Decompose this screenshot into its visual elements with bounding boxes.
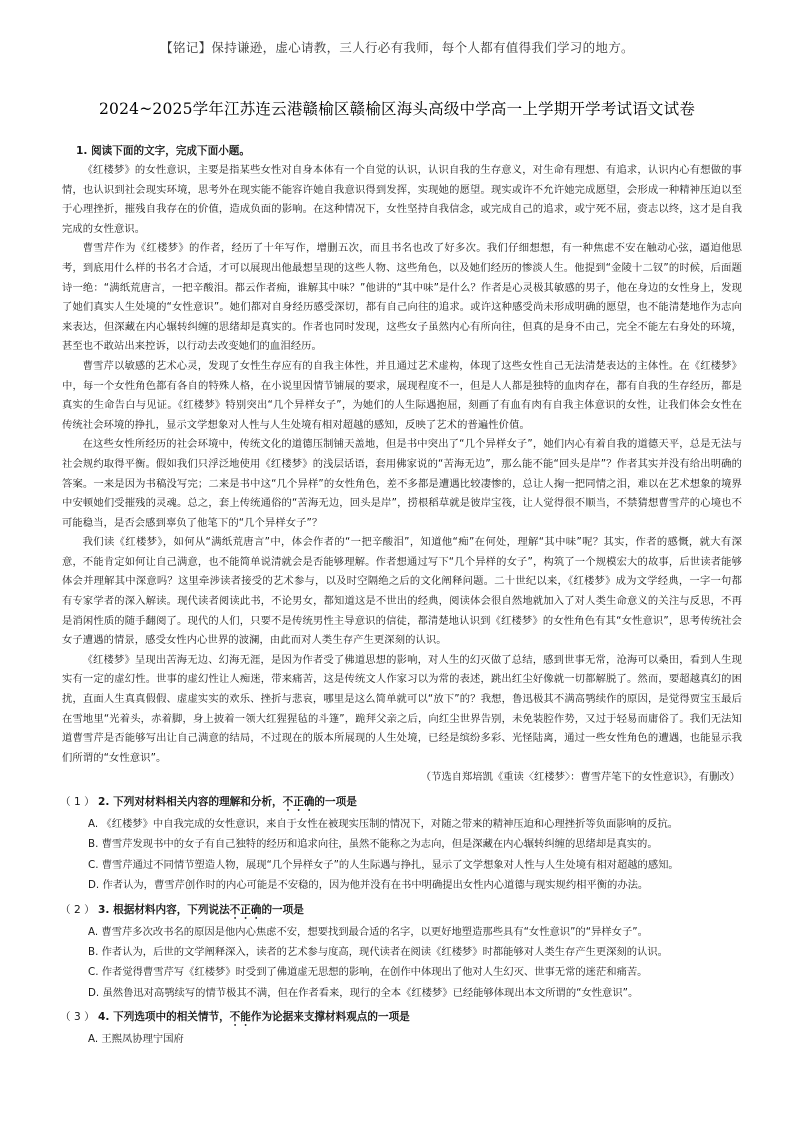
question-number: （ 3 ）	[60, 1011, 95, 1024]
sub-question-1	[62, 792, 742, 896]
passage-paragraph: 我们读《红楼梦》，如何从“满纸荒唐言”中，体会作者的“一把辛酸泪”，知道他“痴”在何处，理解“其中味”呢？其实，作者的感慨，就大有深意，不能肯定如何让自己满意，也不能简单说清就会是否能够理解。作者想通过写下“几个异样的女子”，构筑了一个规模宏大的故事，后世读者能够体会并理解其中深意吗？这里牵涉读者接受的艺术参与，以及时空隔绝之后的文化阐释问题。二十世纪以来，《红楼梦》成为文学经典，一字一句都有专家学者的深入解读。现代读者阅读此书，不论男女，都知道这是不世出的经典，阅读体会很自然地就加入了对人类生命意义的关注与反思，不再是消闲性质的随手翻阅了。现代的人们，只要不是传统男性主导意识的信徒，都清楚地认识到《红楼梦》的女性角色有其“女性意识”，思考传统社会女子遭遇的情景，感受女性内心世界的波澜，由此而对人类生存产生更深刻的认识。	[62, 536, 742, 647]
passage-paragraph: 在这些女性所经历的社会环境中，传统文化的道德压制铺天盖地，但是书中突出了“几个异样女子”，她们内心有着自我的道德天平，总是无法与社会规约取得平衡。假如我们只浮泛地使用《红楼梦》的浅层话语，套用佛家说的“苦海无边”，那么能不能“回头是岸”？作者其实并没有给出明确的答案。一来是因为书稿没写完；二来是书中这“几个异样”的女性角色，差不多都是遭遇比较凄惨的，总让人掬一把同情之泪，难以在艺术想象的境界中安顿她们受摧残的灵魂。总之，套上传统通俗的“苦海无边，回头是岸”，捞根稻草就是彼岸宝筏，让人觉得很不顺当，不禁猜想曹雪芹的心境也不可能稳当，是否会感到辜负了他笔下的“几个异样女子”？	[62, 438, 742, 529]
page-title: 2024~2025学年江苏连云港赣榆区赣榆区海头高级中学高一上学期开学考试语文试卷	[98, 100, 696, 118]
answer-option[interactable]: C. 作者觉得曹雪芹写《红楼梦》时受到了佛道虚无思想的影响，在创作中体现出了他对人生幻灭、世事无常的迷茫和痛苦。	[88, 966, 648, 979]
passage-paragraph: 《红楼梦》的女性意识，主要是指某些女性对自身本体有一个自觉的认识，认识自我的生存意义，对生命有理想、有追求，认识内心有想做的事情，也认识到社会现实环境，思考外在现实能不能容许她自我意识得到发挥，实现她的愿望。现实或许不允许她完成愿望，会形成一种精神压迫以至于心理挫折，摧残自我存在的价值，造成负面的影响。在这种情况下，女性坚持自我信念，或完成自己的追求，或宁死不屈，赍志以终，这才是自我完成的女性意识。	[62, 164, 742, 235]
answer-option[interactable]: C. 曹雪芹通过不同情节塑造人物，展现“几个异样女子”的人生际遇与挣扎，显示了文学想象对人性与人生处境有相对超越的感知。	[88, 858, 679, 871]
passage-paragraph: 《红楼梦》呈现出苦海无边、幻海无涯，是因为作者受了佛道思想的影响，对人生的幻灭做了总结，感到世事无常，沧海可以桑田，看到人生现实有一定的虚幻性。世事的虚幻性让人痴迷，带来痛苦，这是传统文人作家习以为常的表述，跳出红尘好像就一切都解脱了。然而，要超越真幻的困扰，直面人生真真假假、虚虚实实的欢乐、挫折与悲哀，哪里是这么简单就可以“放下”的？我想，鲁迅极其不满高鹗续作的原因，是觉得贾宝玉最后在雪地里“光着头，赤着脚，身上披着一领大红猩猩毡的斗篷”，跪拜父亲之后，向红尘世界告别，未免装腔作势，又过于轻易而庸俗了。我们无法知道曹雪芹是否能够写出让自己满意的结局，不过现在的版本所展现的人生处境，已经是缤纷多彩、光怪陆离，通过一些女性角色的遭遇，也能显示我们所谓的“女性意识”。	[62, 653, 742, 764]
stem-text: 2. 下列对材料相关内容的理解和分析，	[98, 796, 283, 808]
question-number: （ 2 ）	[60, 903, 95, 916]
answer-option[interactable]: B. 作者认为，后世的文学阐释深入，读者的艺术参与度高，现代读者在阅读《红楼梦》时都能够对人类生存产生更深刻的认识。	[88, 946, 668, 959]
answer-option[interactable]: A. 《红楼梦》中自我完成的女性意识，来自于女性在被现实压制的情况下，对随之带来的精神压迫和心理挫折等负面影响的反抗。	[88, 818, 679, 830]
stem-text: 4. 下列选项中的相关情节，	[98, 1011, 230, 1024]
section-heading: 1. 阅读下面的文字，完成下面小题。	[76, 145, 250, 157]
answer-option[interactable]: A. 王熙凤协理宁国府	[88, 1033, 184, 1046]
question-number: （ 1 ）	[60, 796, 95, 808]
stem-text: 作为论据来支撑材料观点的一项是	[250, 1011, 410, 1024]
answer-option[interactable]: D. 作者认为，曹雪芹创作时的内心可能是不安稳的，因为他并没有在书中明确提出女性内心道德与现实规约相平衡的办法。	[88, 879, 649, 892]
motto: 【铭记】保持谦逊，虚心请教，三人行必有我师，每个人都有值得我们学习的地方。	[160, 40, 634, 55]
sub-question-3	[62, 1007, 742, 1049]
passage-paragraph: 曹雪芹以敏感的艺术心灵，发现了女性生存应有的自我主体性，并且通过艺术虚构，体现了这些女性自己无法清楚表达的主体性。在《红楼梦》中，每一个女性角色都有各自的特殊人格，在小说里因情节铺展的要求，展现程度不一，但是人人都是独特的血肉存在，都有自我的生存经历，都是真实的生命告白与见证。《红楼梦》特别突出“几个异样女子”，为她们的人生际遇抱屈，刻画了有血有肉有自我主体意识的女性，让我们体会女性在传统社会环境的挣扎，显示文学想象对人性与人生处境有相对超越的感知，反映了艺术的普遍性价值。	[62, 359, 742, 431]
question-stem	[60, 792, 742, 814]
question-stem	[60, 900, 742, 922]
answer-option[interactable]: A. 曹雪芹多次改书名的原因是他内心焦虑不安，想要找到最合适的名字，以更好地塑造那些具有“女性意识”的“异样女子”。	[88, 925, 648, 938]
sub-question-2	[62, 900, 742, 1004]
stem-emphasis: 不正确	[282, 796, 315, 808]
stem-text: 3. 根据材料内容，下列说法	[98, 903, 230, 916]
passage-paragraph: 曹雪芹作为《红楼梦》的作者，经历了十年写作，增删五次，而且书名也改了好多次。我们仔细想想，有一种焦虑不安在触动心弦，逼迫他思考，到底用什么样的书名才合适，才可以展现出他最想呈现的这些人物、这些角色，以及她们经历的惨淡人生。他提到“金陵十二钗”的时候，后面题诗一绝：“满纸荒唐言，一把辛酸泪。都云作者痴，谁解其中味？”他讲的“其中味”是什么？作者是心灵极其敏感的男子，他在身边的女性身上，发现了她们真实人生处境的“女性意识”。她们都对自身经历感受深切，都有自己向往的追求。或许这种感受尚未形成明确的愿望，也不能清楚地作为志向来表达，但深藏在内心辗转纠缠的思绪却是真实的。作者也同时发现，这些女子虽然内心有所向往，但真的是身不由己，完全不能左右身处的环境，甚至也不敢站出来控诉，以行动去改变她们的血泪经历。	[62, 242, 742, 353]
stem-text: 的一项是	[314, 796, 357, 808]
source-citation: （节选自郑培凯《重读〈红楼梦〉：曹雪芹笔下的女性意识》，有删改）	[420, 771, 740, 784]
reading-section	[62, 143, 742, 1050]
stem-text: 的一项是	[261, 903, 304, 916]
stem-emphasis: 不能	[229, 1011, 251, 1024]
answer-option[interactable]: D. 虽然鲁迅对高鹗续写的情节极其不满，但在作者看来，现行的全本《红楼梦》已经能够体现出本文所谓的“女性意识”。	[88, 986, 639, 999]
question-stem	[60, 1007, 742, 1029]
answer-option[interactable]: B. 曹雪芹发现书中的女子有自己独特的经历和追求向往，虽然不能称之为志向，但是深藏在内心辗转纠缠的思绪却是真实的。	[88, 838, 658, 851]
stem-emphasis: 不正确	[229, 903, 262, 916]
